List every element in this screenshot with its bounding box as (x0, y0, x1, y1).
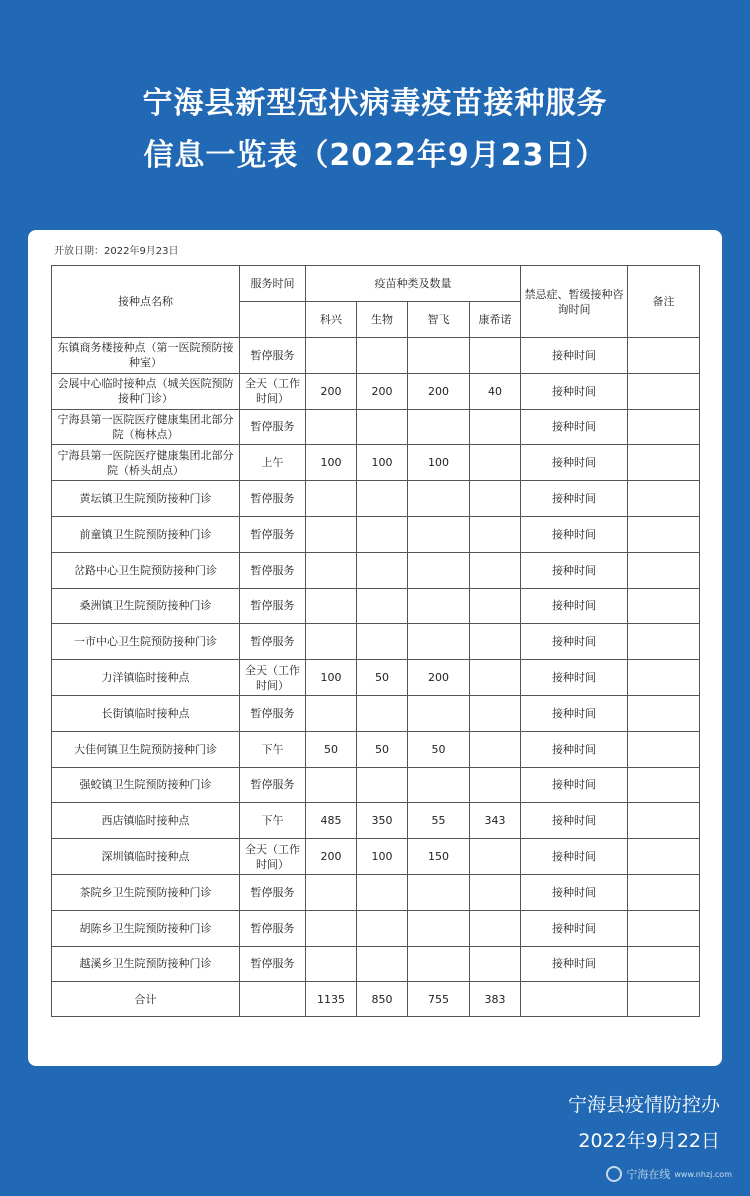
row-zhifei: 200 (408, 660, 470, 696)
table-row (52, 803, 700, 839)
table-row (52, 624, 700, 660)
row-remark (628, 839, 700, 875)
header-zhifei: 智飞 (408, 302, 470, 338)
table-row (52, 910, 700, 946)
row-zhifei (408, 516, 470, 552)
row-kexing (306, 552, 357, 588)
row-service-time: 上午 (240, 445, 306, 481)
table-row (52, 695, 700, 731)
row-kexing: 50 (306, 731, 357, 767)
row-contraindication: 接种时间 (521, 552, 628, 588)
total-label: 合计 (52, 982, 240, 1017)
row-zhifei (408, 624, 470, 660)
row-site: 茶院乡卫生院预防接种门诊 (52, 874, 240, 910)
row-site: 桑洲镇卫生院预防接种门诊 (52, 588, 240, 624)
header-shengwu: 生物 (357, 302, 408, 338)
row-shengwu: 100 (357, 445, 408, 481)
footer-org: 宁海县疫情防控办 (567, 1094, 720, 1116)
row-zhifei (408, 338, 470, 374)
row-kexing: 200 (306, 839, 357, 875)
row-service-time: 下午 (240, 803, 306, 839)
row-kangxinuo (470, 516, 521, 552)
logo-circle-icon (606, 1166, 622, 1182)
row-service-time: 暂停服务 (240, 409, 306, 445)
total-kexing: 1135 (306, 982, 357, 1017)
table-row (52, 946, 700, 982)
row-contraindication: 接种时间 (521, 588, 628, 624)
table-row (52, 660, 700, 696)
row-remark (628, 803, 700, 839)
row-contraindication: 接种时间 (521, 839, 628, 875)
table-row (52, 767, 700, 803)
row-kangxinuo (470, 660, 521, 696)
row-contraindication: 接种时间 (521, 338, 628, 374)
footer-date: 2022年9月22日 (578, 1130, 720, 1152)
row-kexing (306, 481, 357, 517)
row-service-time: 暂停服务 (240, 695, 306, 731)
row-zhifei (408, 588, 470, 624)
row-kangxinuo (470, 874, 521, 910)
title-line-2: 信息一览表（2022年9月23日） (143, 138, 607, 173)
row-contraindication: 接种时间 (521, 874, 628, 910)
table-row (52, 445, 700, 481)
row-remark (628, 731, 700, 767)
row-shengwu (357, 767, 408, 803)
table-row (52, 588, 700, 624)
header-site: 接种点名称 (52, 266, 240, 338)
row-service-time: 暂停服务 (240, 767, 306, 803)
row-site: 东镇商务楼接种点（第一医院预防接种室） (52, 338, 240, 374)
row-remark (628, 624, 700, 660)
row-kexing (306, 516, 357, 552)
row-kangxinuo (470, 338, 521, 374)
row-contraindication: 接种时间 (521, 803, 628, 839)
row-kangxinuo (470, 946, 521, 982)
table-row (52, 481, 700, 517)
table-row (52, 373, 700, 409)
row-site: 黄坛镇卫生院预防接种门诊 (52, 481, 240, 517)
row-kangxinuo (470, 624, 521, 660)
row-shengwu (357, 409, 408, 445)
row-shengwu (357, 552, 408, 588)
row-remark (628, 481, 700, 517)
row-zhifei (408, 552, 470, 588)
table-row (52, 338, 700, 374)
row-kangxinuo (470, 445, 521, 481)
row-contraindication: 接种时间 (521, 946, 628, 982)
row-kexing (306, 874, 357, 910)
page-title (0, 78, 750, 182)
row-shengwu: 200 (357, 373, 408, 409)
row-shengwu: 50 (357, 660, 408, 696)
header-service-time: 服务时间 (240, 266, 306, 302)
info-card (28, 230, 722, 1066)
row-kangxinuo (470, 731, 521, 767)
row-zhifei (408, 910, 470, 946)
table-body (52, 338, 700, 982)
total-zhifei: 755 (408, 982, 470, 1017)
row-service-time: 暂停服务 (240, 910, 306, 946)
row-service-time: 暂停服务 (240, 874, 306, 910)
row-remark (628, 409, 700, 445)
table-row (52, 839, 700, 875)
row-zhifei: 100 (408, 445, 470, 481)
row-kexing (306, 910, 357, 946)
row-remark (628, 552, 700, 588)
row-zhifei: 200 (408, 373, 470, 409)
row-site: 强蛟镇卫生院预防接种门诊 (52, 767, 240, 803)
row-kangxinuo (470, 552, 521, 588)
row-zhifei (408, 946, 470, 982)
row-kexing: 100 (306, 445, 357, 481)
row-service-time: 全天（工作时间） (240, 373, 306, 409)
row-shengwu (357, 338, 408, 374)
row-kexing (306, 946, 357, 982)
row-shengwu (357, 695, 408, 731)
total-shengwu: 850 (357, 982, 408, 1017)
row-kangxinuo: 343 (470, 803, 521, 839)
row-contraindication: 接种时间 (521, 481, 628, 517)
row-service-time: 暂停服务 (240, 552, 306, 588)
row-contraindication: 接种时间 (521, 409, 628, 445)
total-contra-blank (521, 982, 628, 1017)
row-site: 前童镇卫生院预防接种门诊 (52, 516, 240, 552)
row-service-time: 全天（工作时间） (240, 660, 306, 696)
row-zhifei (408, 874, 470, 910)
row-kexing (306, 338, 357, 374)
header-contraindication: 禁忌症、暂缓接种咨询时间 (521, 266, 628, 338)
row-kexing (306, 409, 357, 445)
total-time-blank (240, 982, 306, 1017)
row-zhifei (408, 409, 470, 445)
row-shengwu (357, 516, 408, 552)
row-contraindication: 接种时间 (521, 767, 628, 803)
row-remark (628, 910, 700, 946)
watermark-url: www.nhzj.com (674, 1169, 732, 1179)
row-service-time: 暂停服务 (240, 481, 306, 517)
row-zhifei (408, 767, 470, 803)
total-remark-blank (628, 982, 700, 1017)
row-kexing: 485 (306, 803, 357, 839)
row-contraindication: 接种时间 (521, 695, 628, 731)
row-service-time: 暂停服务 (240, 624, 306, 660)
row-site: 深圳镇临时接种点 (52, 839, 240, 875)
row-shengwu (357, 624, 408, 660)
row-zhifei: 150 (408, 839, 470, 875)
row-kangxinuo (470, 695, 521, 731)
row-zhifei: 55 (408, 803, 470, 839)
row-contraindication: 接种时间 (521, 660, 628, 696)
row-kexing (306, 767, 357, 803)
row-kexing (306, 624, 357, 660)
row-site: 长街镇临时接种点 (52, 695, 240, 731)
row-kangxinuo (470, 767, 521, 803)
row-shengwu: 100 (357, 839, 408, 875)
row-shengwu (357, 874, 408, 910)
row-shengwu (357, 481, 408, 517)
row-site: 一市中心卫生院预防接种门诊 (52, 624, 240, 660)
row-zhifei (408, 481, 470, 517)
row-kangxinuo: 40 (470, 373, 521, 409)
title-line-1: 宁海县新型冠状病毒疫苗接种服务 (142, 86, 608, 121)
row-service-time: 暂停服务 (240, 588, 306, 624)
row-remark (628, 695, 700, 731)
row-remark (628, 767, 700, 803)
row-site: 胡陈乡卫生院预防接种门诊 (52, 910, 240, 946)
table-row (52, 874, 700, 910)
row-contraindication: 接种时间 (521, 624, 628, 660)
row-shengwu (357, 910, 408, 946)
open-date: 开放日期：2022年9月23日 (54, 246, 179, 257)
table-row (52, 409, 700, 445)
row-kangxinuo (470, 481, 521, 517)
row-kexing (306, 695, 357, 731)
row-kangxinuo (470, 839, 521, 875)
row-remark (628, 516, 700, 552)
row-shengwu (357, 588, 408, 624)
row-kangxinuo (470, 588, 521, 624)
total-kangxinuo: 383 (470, 982, 521, 1017)
row-site: 越溪乡卫生院预防接种门诊 (52, 946, 240, 982)
vaccination-table (51, 265, 700, 1017)
row-shengwu (357, 946, 408, 982)
row-remark (628, 445, 700, 481)
row-site: 西店镇临时接种点 (52, 803, 240, 839)
header-kangxinuo: 康希诺 (470, 302, 521, 338)
row-site: 宁海县第一医院医疗健康集团北部分院（梅林点） (52, 409, 240, 445)
row-kangxinuo (470, 409, 521, 445)
row-service-time: 暂停服务 (240, 338, 306, 374)
watermark-logo (606, 1166, 732, 1182)
row-site: 力洋镇临时接种点 (52, 660, 240, 696)
row-service-time: 全天（工作时间） (240, 839, 306, 875)
row-remark (628, 373, 700, 409)
header-vaccine-group: 疫苗种类及数量 (306, 266, 521, 302)
row-contraindication: 接种时间 (521, 445, 628, 481)
row-kangxinuo (470, 910, 521, 946)
row-kexing (306, 588, 357, 624)
row-remark (628, 588, 700, 624)
row-zhifei (408, 695, 470, 731)
row-site: 宁海县第一医院医疗健康集团北部分院（桥头胡点） (52, 445, 240, 481)
row-shengwu: 350 (357, 803, 408, 839)
row-site: 岔路中心卫生院预防接种门诊 (52, 552, 240, 588)
row-site: 大佳何镇卫生院预防接种门诊 (52, 731, 240, 767)
row-remark (628, 874, 700, 910)
row-site: 会展中心临时接种点（城关医院预防接种门诊） (52, 373, 240, 409)
row-contraindication: 接种时间 (521, 731, 628, 767)
table-row (52, 731, 700, 767)
row-contraindication: 接种时间 (521, 516, 628, 552)
row-contraindication: 接种时间 (521, 373, 628, 409)
row-remark (628, 338, 700, 374)
row-kexing: 100 (306, 660, 357, 696)
row-remark (628, 660, 700, 696)
table-row (52, 552, 700, 588)
row-contraindication: 接种时间 (521, 910, 628, 946)
table-row (52, 516, 700, 552)
row-shengwu: 50 (357, 731, 408, 767)
row-zhifei: 50 (408, 731, 470, 767)
row-remark (628, 946, 700, 982)
header-kexing: 科兴 (306, 302, 357, 338)
row-kexing: 200 (306, 373, 357, 409)
row-service-time: 下午 (240, 731, 306, 767)
total-row (52, 982, 700, 1017)
row-service-time: 暂停服务 (240, 946, 306, 982)
header-service-time-blank (240, 302, 306, 338)
header-remark: 备注 (628, 266, 700, 338)
watermark-name: 宁海在线 (626, 1168, 671, 1181)
row-service-time: 暂停服务 (240, 516, 306, 552)
